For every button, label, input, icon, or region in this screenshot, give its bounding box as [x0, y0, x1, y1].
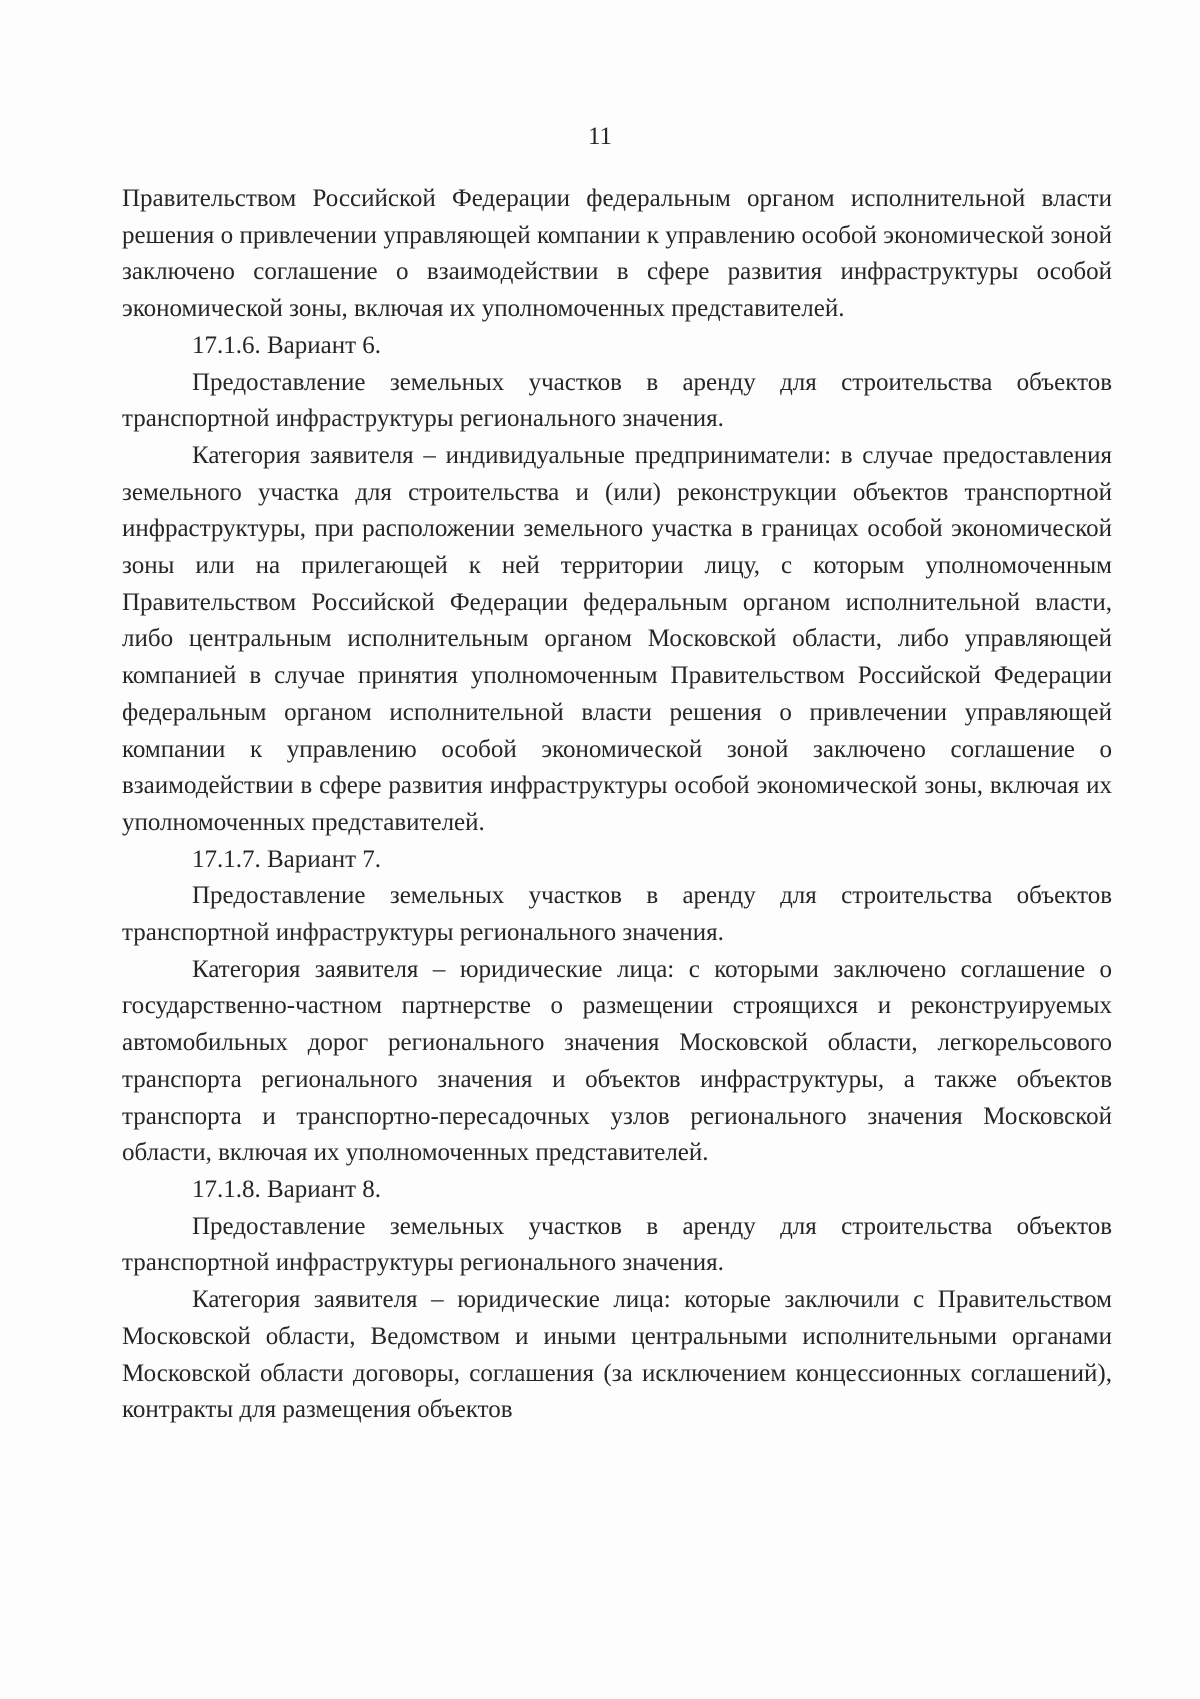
- page-number: 11: [587, 123, 613, 150]
- paragraph-variant-7-applicant: Категория заявителя – юридические лица: с которыми заключено соглашение о государственно-частном партнерстве о размещении строящихся и реконструируемых автомобильных дорог регионального значения Московской области, легкорельсового транспорта регионального значения и объектов инфраструктуры, а также объектов транспорта и транспортно-пересадочных узлов регионального значения Московской области, включая их уполномоченных представителей.: [122, 955, 1112, 1167]
- paragraph-variant-8-purpose: Предоставление земельных участков в аренду для строительства объектов транспортной инфраструктуры регионального значения.: [122, 1212, 1112, 1277]
- section-heading-17-1-8: 17.1.8. Вариант 8.: [192, 1175, 382, 1203]
- paragraph-continuation: Правительством Российской Федерации федеральным органом исполнительной власти решения о привлечении управляющей компании к управлению особой экономической зоной заключено соглашение о взаимодействии в сфере развития инфраструктуры особой экономической зоны, включая их уполномоченных представителей.: [122, 185, 1112, 323]
- section-heading-17-1-6: 17.1.6. Вариант 6.: [192, 331, 382, 359]
- paragraph-variant-6-applicant: Категория заявителя – индивидуальные предприниматели: в случае предоставления земельного участка для строительства и (или) реконструкции объектов транспортной инфраструктуры, при расположении земельного участка в границах особой экономической зоны или на прилегающей к ней территории лицу, с которым уполномоченным Правительством Российской Федерации федеральным органом исполнительной власти, либо центральным исполнительным органом Московской области, либо управляющей компанией в случае принятия уполномоченным Правительством Российской Федерации федеральным органом исполнительной власти решения о привлечении управляющей компании к управлению особой экономической зоной заключено соглашение о взаимодействии в сфере развития инфраструктуры особой экономической зоны, включая их уполномоченных представителей.: [122, 441, 1112, 836]
- paragraph-variant-7-purpose: Предоставление земельных участков в аренду для строительства объектов транспортной инфраструктуры регионального значения.: [122, 882, 1112, 947]
- section-heading-17-1-7: 17.1.7. Вариант 7.: [192, 845, 382, 873]
- paragraph-variant-8-applicant: Категория заявителя – юридические лица: которые заключили с Правительством Московской области, Ведомством и иными центральными исполнительными органами Московской области договоры, соглашения (за исключением концессионных соглашений), контракты для размещения объектов: [122, 1286, 1112, 1424]
- paragraph-variant-6-purpose: Предоставление земельных участков в аренду для строительства объектов транспортной инфраструктуры регионального значения.: [122, 368, 1112, 433]
- document-body: [122, 181, 1112, 1429]
